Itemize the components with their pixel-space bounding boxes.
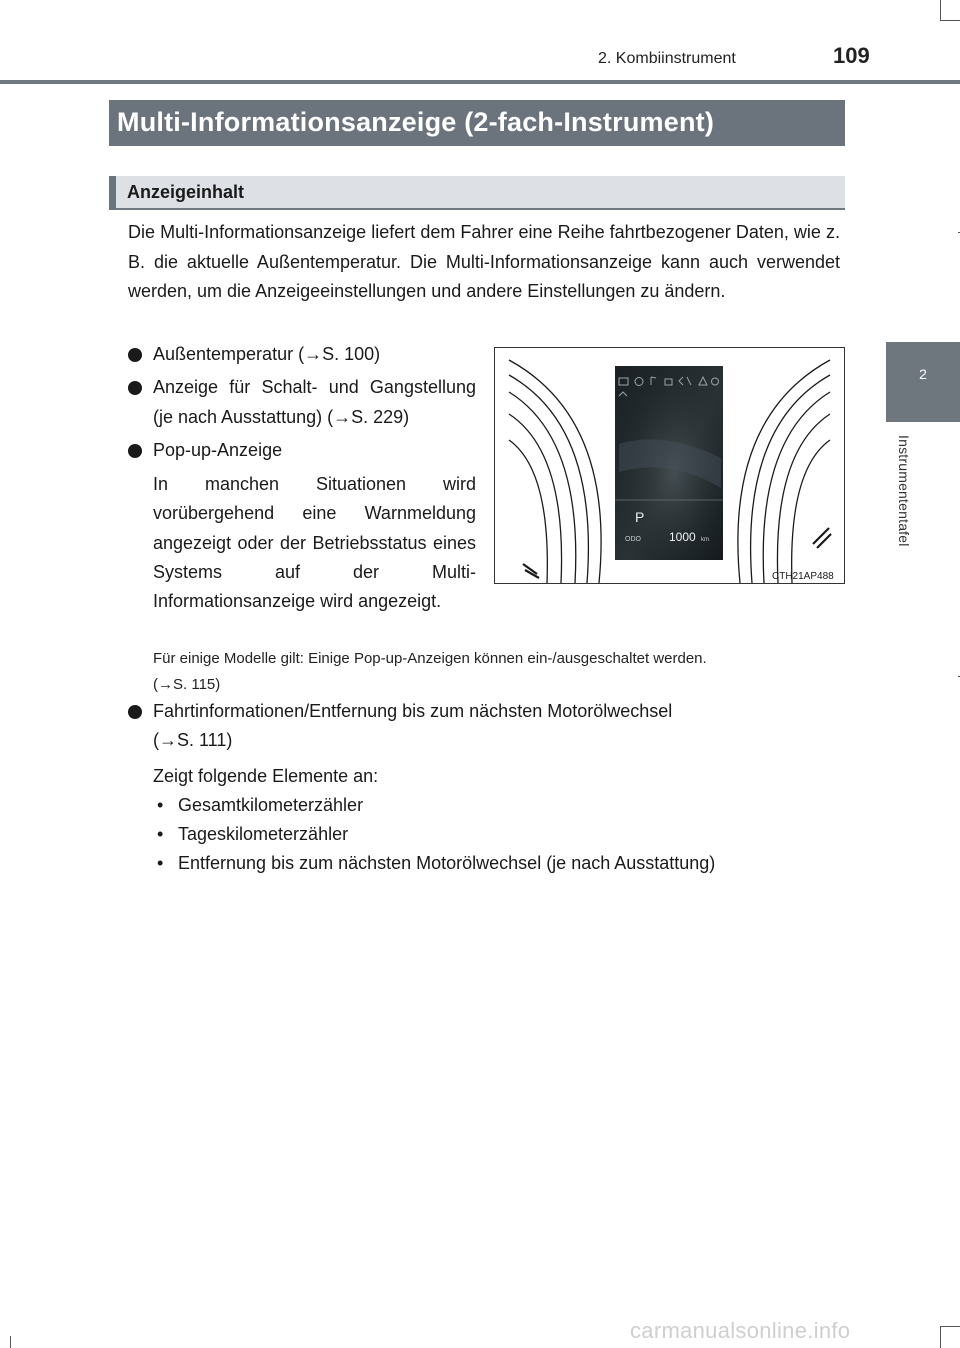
header-rule [0,80,960,84]
bullet-dot-icon [128,381,142,395]
bullet-text: Anzeige für Schalt- und Gangstellung (je nach Ausstattung) (→S. 229) [153,377,476,427]
right-gauge-arcs [738,360,830,583]
trip-info-intro: Zeigt folgende Elemente an: [153,765,379,786]
instrument-cluster-figure [494,347,845,584]
instrument-cluster-illustration [495,348,844,583]
bullet-text: Fahrtinformationen/Entfernung bis zum nächsten Motorölwechsel [153,701,673,721]
bullet-dot-icon [128,444,142,458]
chapter-tab [886,342,960,422]
popup-note-text: Für einige Modelle gilt: Einige Pop-up-Anzeigen können ein-/ausgeschaltet werden. [153,650,707,667]
bullet-trip-info [128,697,840,756]
subsection-title: Anzeigeinhalt [127,182,245,202]
trip-info-list [128,791,840,879]
crop-mark-bottom-right-vertical [940,1326,941,1348]
bullet-reference: (→S. 111) [153,730,233,751]
bullet-column [128,340,476,617]
figure-code: CTH21AP488 [772,571,834,582]
odo-label: ODO [625,536,641,543]
crop-mark-bottom-right-horizontal [940,1326,960,1327]
list-item: • Entfernung bis zum nächsten Motorölwechsel (je nach Ausstattung) [157,853,716,874]
bullet-dot-icon [128,348,142,362]
left-gauge-arcs [509,360,601,583]
trip-info-section [128,697,840,879]
watermark: carmanualsonline.info [630,1318,851,1343]
subsection-heading [109,176,845,210]
chapter-tab-number: 2 [919,366,927,382]
list-item: • Gesamtkilometerzähler [157,794,364,815]
bullet-dot-icon [128,705,142,719]
left-needle [523,564,539,578]
gear-indicator: P [635,509,645,525]
bullet-outside-temperature [128,340,476,369]
subsection-accent-bar [109,176,116,210]
bullet-text: Pop-up-Anzeige [153,439,283,460]
bullet-gear-display [128,373,476,432]
list-item: • Tageskilometerzähler [157,824,349,845]
odo-value: 1000 [669,530,696,544]
running-header: 2. Kombiinstrument [598,50,736,67]
popup-note [153,646,843,698]
right-needle [813,528,831,548]
odo-unit: km [701,537,709,543]
section-title: Multi-Informationsanzeige (2-fach-Instrument) [109,100,845,146]
bullet-popup-display [128,436,476,465]
intro-paragraph: Die Multi-Informationsanzeige liefert dem Fahrer eine Reihe fahrtbezogener Daten, wie z. B. die aktuelle Außentemperatur. Die Multi-Informationsanzeige kann auch verwendet werden, um die Anzeigeeinstellungen und andere Einstellungen zu ändern. [128,222,840,301]
crop-mark-bottom-left [10,1336,11,1348]
page-number: 109 [833,43,870,68]
chapter-tab-label: Instrumententafel [896,435,912,547]
popup-description: In manchen Situationen wird vorübergehend eine Warnmeldung angezeigt oder der Betriebsstatus eines Systems auf der Multi-Informationsanzeige wird angezeigt. [153,474,476,612]
crop-mark-top-right-horizontal [940,20,960,21]
crop-mark-top-right-vertical [940,0,941,20]
popup-note-reference: (→S. 115) [153,676,221,693]
bullet-text: Außentemperatur (→S. 100) [153,344,381,364]
